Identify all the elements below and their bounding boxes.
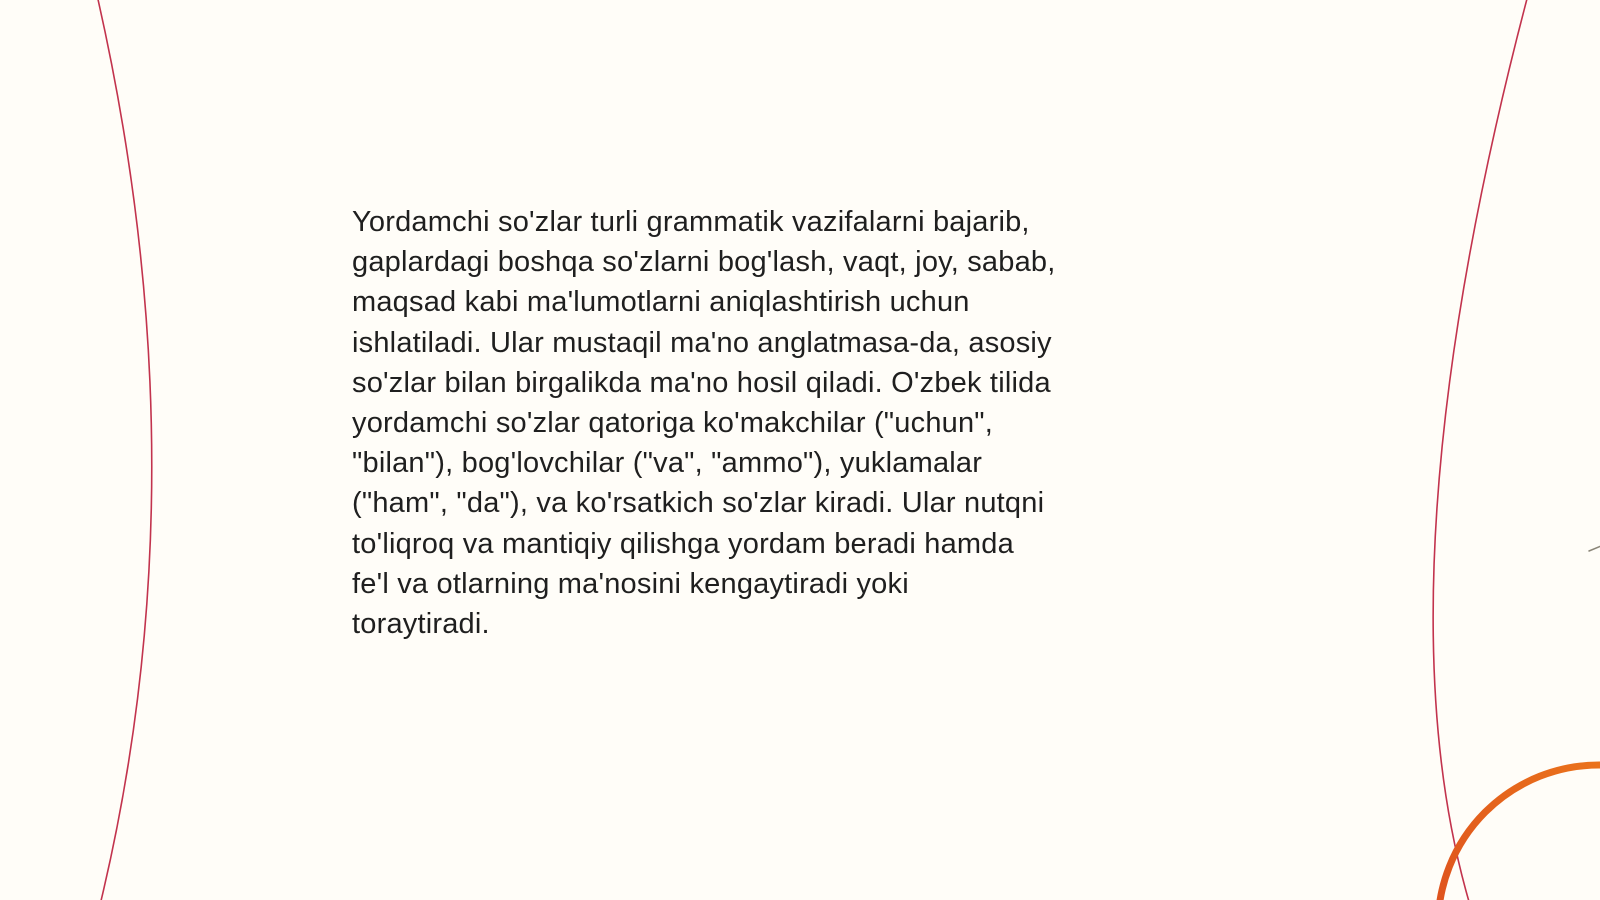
body-text-paragraph — [352, 202, 1242, 644]
text-line: ishlatiladi. Ular mustaqil ma'no anglatmasa-da, asosiy — [352, 326, 1052, 359]
orange-circle — [1438, 765, 1600, 900]
right-curve-line — [1433, 0, 1528, 900]
left-curve-line — [97, 0, 152, 900]
right-edge-tick — [1589, 546, 1600, 551]
text-line: ("ham", "da"), va ko'rsatkich so'zlar kiradi. Ular nutqni — [352, 487, 1045, 520]
text-line: yordamchi so'zlar qatoriga ko'makchilar ("uchun", — [352, 407, 994, 440]
text-line: maqsad kabi ma'lumotlarni aniqlashtirish uchun — [352, 286, 970, 319]
text-line: fe'l va otlarning ma'nosini kengaytiradi yoki — [352, 567, 909, 600]
text-line: to'liqroq va mantiqiy qilishga yordam beradi hamda — [352, 527, 1014, 560]
text-line: gaplardagi boshqa so'zlarni bog'lash, vaqt, joy, sabab, — [352, 246, 1056, 279]
text-line: toraytiradi. — [352, 608, 490, 641]
text-line: Yordamchi so'zlar turli grammatik vazifalarni bajarib, — [352, 206, 1030, 238]
text-line: "bilan"), bog'lovchilar ("va", "ammo"), yuklamalar — [352, 447, 983, 480]
text-line: so'zlar bilan birgalikda ma'no hosil qiladi. O'zbek tilida — [352, 366, 1051, 399]
